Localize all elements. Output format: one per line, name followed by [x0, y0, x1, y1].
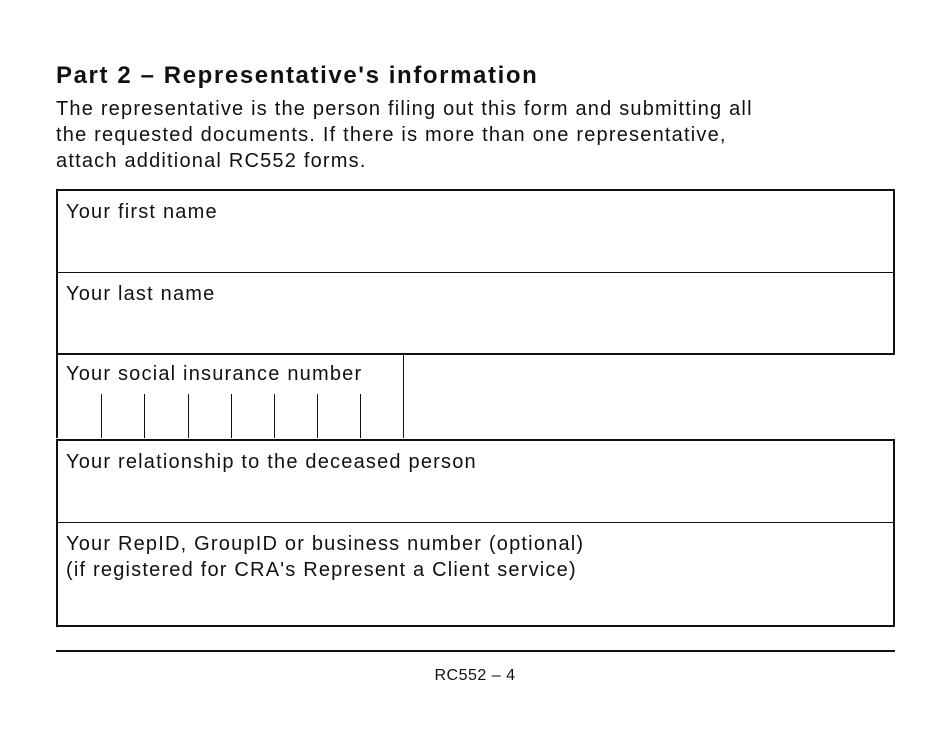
sin-digit-3[interactable]: [144, 394, 187, 438]
sin-digit-4[interactable]: [188, 394, 231, 438]
rep-id-row: [58, 523, 893, 625]
section-title: Part 2 – Representative's information: [56, 62, 539, 89]
sin-digit-5[interactable]: [231, 394, 274, 438]
rep-id-label-line2: (if registered for CRA's Represent a Client service): [66, 559, 577, 581]
relationship-fields-box: [56, 439, 895, 627]
sin-digit-7[interactable]: [317, 394, 360, 438]
intro-line: the requested documents. If there is more than one representative,: [56, 124, 727, 146]
sin-digit-boxes: [58, 394, 403, 438]
last-name-label: Your last name: [66, 283, 216, 305]
relationship-label: Your relationship to the deceased person: [66, 451, 477, 473]
last-name-field[interactable]: [58, 313, 893, 353]
sin-digit-2[interactable]: [101, 394, 144, 438]
page-number: RC552 – 4: [434, 667, 516, 684]
sin-digit-8[interactable]: [360, 394, 403, 438]
first-name-row: [58, 191, 893, 273]
intro-line: The representative is the person filing out this form and submitting all: [56, 98, 753, 120]
sin-row: [56, 353, 404, 438]
rep-id-label: [66, 531, 584, 583]
sin-digit-1[interactable]: [58, 394, 101, 438]
footer-divider: [56, 650, 895, 652]
relationship-field[interactable]: [58, 482, 893, 522]
first-name-label: Your first name: [66, 201, 218, 223]
name-fields-box: [56, 189, 895, 355]
rep-id-label-line1: Your RepID, GroupID or business number (optional): [66, 533, 585, 555]
intro-line: attach additional RC552 forms.: [56, 150, 367, 172]
sin-digit-6[interactable]: [274, 394, 317, 438]
section-intro: [56, 96, 916, 174]
first-name-field[interactable]: [58, 232, 893, 272]
relationship-row: [58, 441, 893, 523]
sin-label: Your social insurance number: [66, 363, 363, 385]
last-name-row: [58, 273, 893, 353]
rep-id-field[interactable]: [58, 585, 893, 625]
